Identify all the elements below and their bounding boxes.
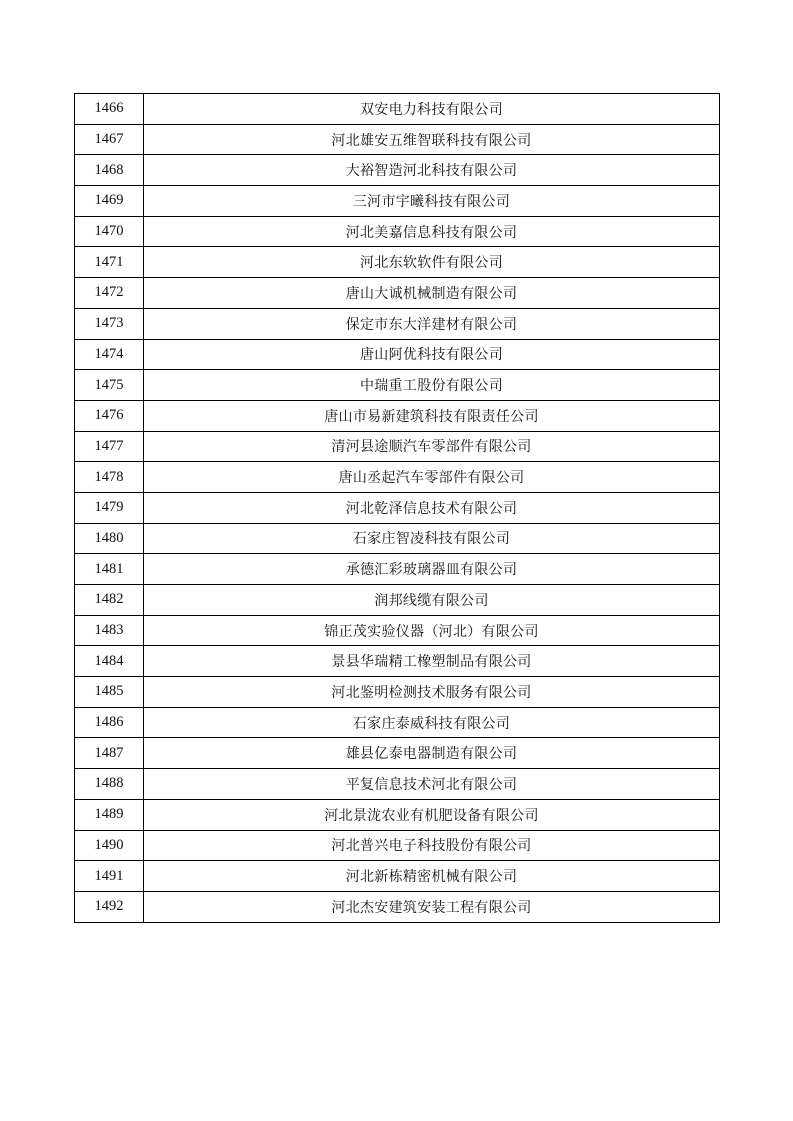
row-number: 1479 [75, 492, 144, 523]
table-row [75, 769, 720, 800]
table-row [75, 554, 720, 585]
company-list-table [74, 93, 720, 923]
table-row [75, 339, 720, 370]
company-name: 景县华瑞精工橡塑制品有限公司 [144, 646, 720, 677]
company-name: 唐山阿优科技有限公司 [144, 339, 720, 370]
row-number: 1476 [75, 400, 144, 431]
table-row [75, 799, 720, 830]
company-name: 中瑞重工股份有限公司 [144, 370, 720, 401]
row-number: 1486 [75, 707, 144, 738]
company-name: 润邦线缆有限公司 [144, 585, 720, 616]
row-number: 1466 [75, 94, 144, 125]
table-row [75, 400, 720, 431]
row-number: 1489 [75, 799, 144, 830]
row-number: 1470 [75, 216, 144, 247]
row-number: 1468 [75, 155, 144, 186]
row-number: 1488 [75, 769, 144, 800]
table-row [75, 646, 720, 677]
row-number: 1469 [75, 186, 144, 217]
row-number: 1472 [75, 278, 144, 309]
company-name: 锦正茂实验仪器（河北）有限公司 [144, 615, 720, 646]
table-row [75, 738, 720, 769]
company-name: 河北新栋精密机械有限公司 [144, 861, 720, 892]
company-name: 唐山市易新建筑科技有限责任公司 [144, 400, 720, 431]
row-number: 1484 [75, 646, 144, 677]
table-row [75, 370, 720, 401]
company-name: 唐山丞起汽车零部件有限公司 [144, 462, 720, 493]
table-row [75, 124, 720, 155]
table-row [75, 186, 720, 217]
table-row [75, 462, 720, 493]
table-row [75, 891, 720, 922]
table-row [75, 278, 720, 309]
company-name: 河北东软软件有限公司 [144, 247, 720, 278]
row-number: 1477 [75, 431, 144, 462]
company-name: 河北美嘉信息科技有限公司 [144, 216, 720, 247]
company-name: 唐山大诚机械制造有限公司 [144, 278, 720, 309]
company-name: 平复信息技术河北有限公司 [144, 769, 720, 800]
table-row [75, 861, 720, 892]
company-name: 石家庄智凌科技有限公司 [144, 523, 720, 554]
company-name: 河北雄安五维智联科技有限公司 [144, 124, 720, 155]
row-number: 1491 [75, 861, 144, 892]
company-name: 河北鉴明检测技术服务有限公司 [144, 677, 720, 708]
company-name: 雄县亿泰电器制造有限公司 [144, 738, 720, 769]
table-row [75, 155, 720, 186]
company-name: 河北杰安建筑安装工程有限公司 [144, 891, 720, 922]
row-number: 1473 [75, 308, 144, 339]
table-body [75, 94, 720, 923]
table-row [75, 247, 720, 278]
company-name: 河北普兴电子科技股份有限公司 [144, 830, 720, 861]
row-number: 1474 [75, 339, 144, 370]
company-name: 双安电力科技有限公司 [144, 94, 720, 125]
company-name: 大裕智造河北科技有限公司 [144, 155, 720, 186]
table-row [75, 216, 720, 247]
company-name: 承德汇彩玻璃器皿有限公司 [144, 554, 720, 585]
row-number: 1485 [75, 677, 144, 708]
row-number: 1481 [75, 554, 144, 585]
row-number: 1482 [75, 585, 144, 616]
table-row [75, 615, 720, 646]
company-name: 石家庄泰威科技有限公司 [144, 707, 720, 738]
row-number: 1475 [75, 370, 144, 401]
row-number: 1492 [75, 891, 144, 922]
table-row [75, 308, 720, 339]
row-number: 1478 [75, 462, 144, 493]
table-row [75, 94, 720, 125]
row-number: 1487 [75, 738, 144, 769]
table-row [75, 677, 720, 708]
table-row [75, 431, 720, 462]
company-name: 三河市宇曦科技有限公司 [144, 186, 720, 217]
table-row [75, 707, 720, 738]
row-number: 1471 [75, 247, 144, 278]
row-number: 1490 [75, 830, 144, 861]
row-number: 1483 [75, 615, 144, 646]
table-row [75, 523, 720, 554]
table-row [75, 492, 720, 523]
company-name: 河北景泷农业有机肥设备有限公司 [144, 799, 720, 830]
row-number: 1467 [75, 124, 144, 155]
company-name: 清河县途顺汽车零部件有限公司 [144, 431, 720, 462]
company-name: 保定市东大洋建材有限公司 [144, 308, 720, 339]
company-name: 河北乾泽信息技术有限公司 [144, 492, 720, 523]
row-number: 1480 [75, 523, 144, 554]
table-row [75, 830, 720, 861]
table-row [75, 585, 720, 616]
